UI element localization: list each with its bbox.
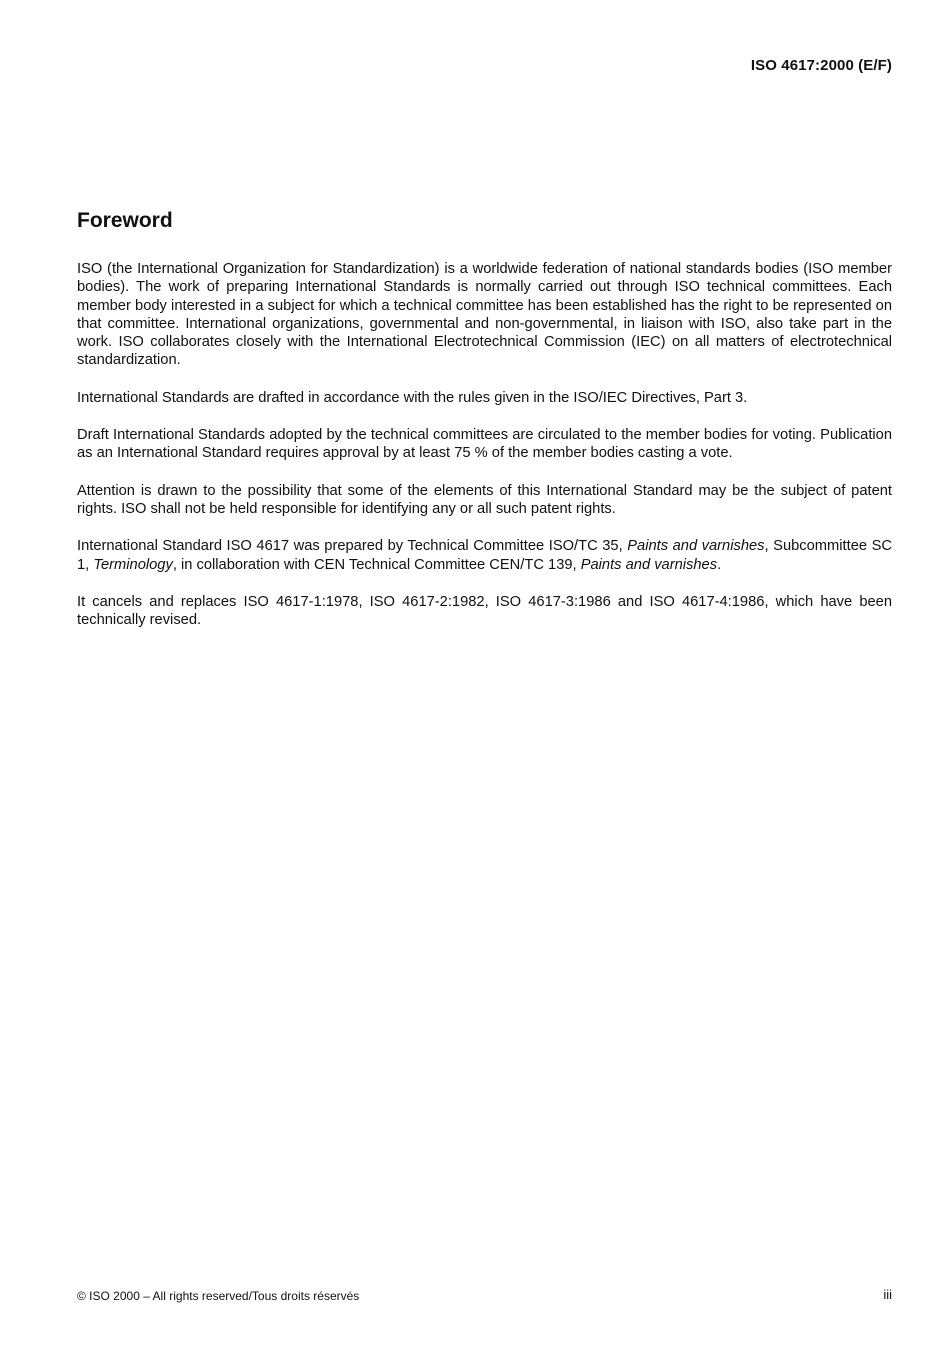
paragraph-preparation bbox=[77, 537, 892, 574]
paragraph-iso-description: ISO (the International Organization for Standardization) is a worldwide federation of national standards bodies (ISO member bodies). The work of preparing International Standards is normally carried out through ISO technical committees. Each member body interested in a subject for which a technical committee has been established has the right to be represented on that committee. International organizations, governmental and non-governmental, in liaison with ISO, also take part in the work. ISO collaborates closely with the International Electrotechnical Commission (IEC) on all matters of electrotechnical standardization. bbox=[77, 261, 892, 369]
preparation-text-3: , in collaboration with CEN Technical Committee CEN/TC 139, bbox=[172, 556, 581, 573]
page-number: iii bbox=[883, 1287, 892, 1302]
paragraph-replacement: It cancels and replaces ISO 4617-1:1978, ISO 4617-2:1982, ISO 4617-3:1986 and ISO 4617-4:1986, which have been technically revised. bbox=[77, 593, 892, 629]
preparation-text-1: International Standard ISO 4617 was prepared by Technical Committee ISO/TC 35, bbox=[77, 538, 628, 555]
paragraph-patent-rights: Attention is drawn to the possibility that some of the elements of this International Standard may be the subject of patent rights. ISO shall not be held responsible for identifying any or all such patent rights. bbox=[77, 482, 892, 517]
committee-title-paints: Paints and varnishes bbox=[627, 538, 765, 555]
paragraph-drafting-rules: International Standards are drafted in accordance with the rules given in the ISO/IEC Directives, Part 3. bbox=[77, 389, 748, 406]
paragraph-voting: Draft International Standards adopted by the technical committees are circulated to the member bodies for voting. Publication as an International Standard requires approval by at least 75 % of the member bodies casting a vote. bbox=[77, 427, 892, 462]
foreword-title: Foreword bbox=[77, 209, 173, 232]
cen-committee-title-paints: Paints and varnishes bbox=[580, 556, 718, 573]
subcommittee-title-terminology: Terminology bbox=[93, 556, 173, 573]
document-reference: ISO 4617:2000 (E/F) bbox=[750, 57, 892, 74]
copyright-notice: © ISO 2000 – All rights reserved/Tous droits réservés bbox=[77, 1289, 360, 1303]
foreword-body bbox=[77, 260, 892, 648]
preparation-text-4: . bbox=[717, 556, 722, 573]
preparation-text-2: , Subcommittee SC 1, bbox=[77, 538, 892, 573]
